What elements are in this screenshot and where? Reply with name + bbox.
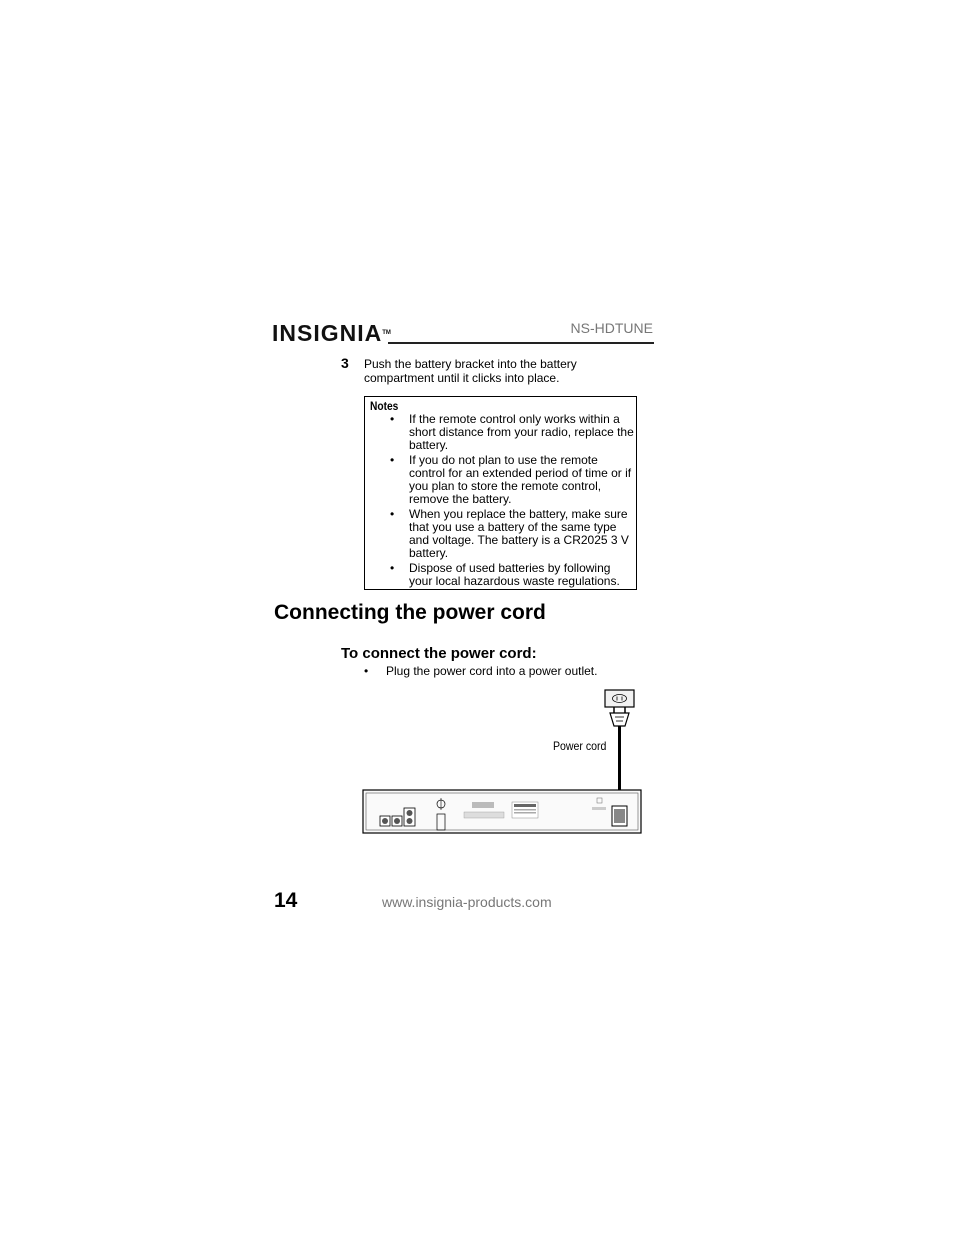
section-title: Connecting the power cord <box>274 601 546 624</box>
header-rule <box>388 342 654 344</box>
step-text: Push the battery bracket into the battery compartment until it clicks into place. <box>364 357 577 385</box>
power-plug-icon <box>610 707 629 726</box>
list-item <box>390 454 635 506</box>
bullet-icon: • <box>390 507 395 521</box>
power-cord-label: Power cord <box>553 739 607 753</box>
note-text: Dispose of used batteries by following your local hazardous waste regulations. <box>409 561 620 588</box>
note-text: If you do not plan to use the remote control for an extended period of time or if you plan to store the remote control, remove the battery. <box>409 453 632 506</box>
brand-logo: INSIGNIA™ <box>272 320 391 346</box>
note-text: If the remote control only works within a short distance from your radio, replace the battery. <box>409 412 634 452</box>
bullet-icon: • <box>364 664 369 678</box>
rear-panel <box>363 790 641 833</box>
procedure-heading: To connect the power cord: <box>341 645 537 662</box>
trademark-mark: TM <box>382 330 391 336</box>
bullet-icon: • <box>390 453 395 467</box>
page-number: 14 <box>274 889 298 912</box>
bullet-icon: • <box>390 412 395 426</box>
note-text: When you replace the battery, make sure that you use a battery of the same type and voltage. The battery is a CR2025 3 V battery. <box>409 507 629 560</box>
list-item <box>390 562 635 588</box>
notes-list <box>390 413 635 590</box>
instruction-text: Plug the power cord into a power outlet. <box>386 664 598 678</box>
notes-title: Notes <box>370 399 399 413</box>
power-cord-diagram <box>360 688 650 838</box>
list-item <box>390 413 635 452</box>
bullet-icon: • <box>390 561 395 575</box>
model-name: NS-HDTUNE <box>570 320 653 336</box>
website-url: www.insignia-products.com <box>382 894 552 910</box>
step-number: 3 <box>341 355 349 371</box>
list-item <box>390 508 635 560</box>
instruction-item <box>364 664 597 678</box>
power-outlet-icon <box>605 690 634 707</box>
